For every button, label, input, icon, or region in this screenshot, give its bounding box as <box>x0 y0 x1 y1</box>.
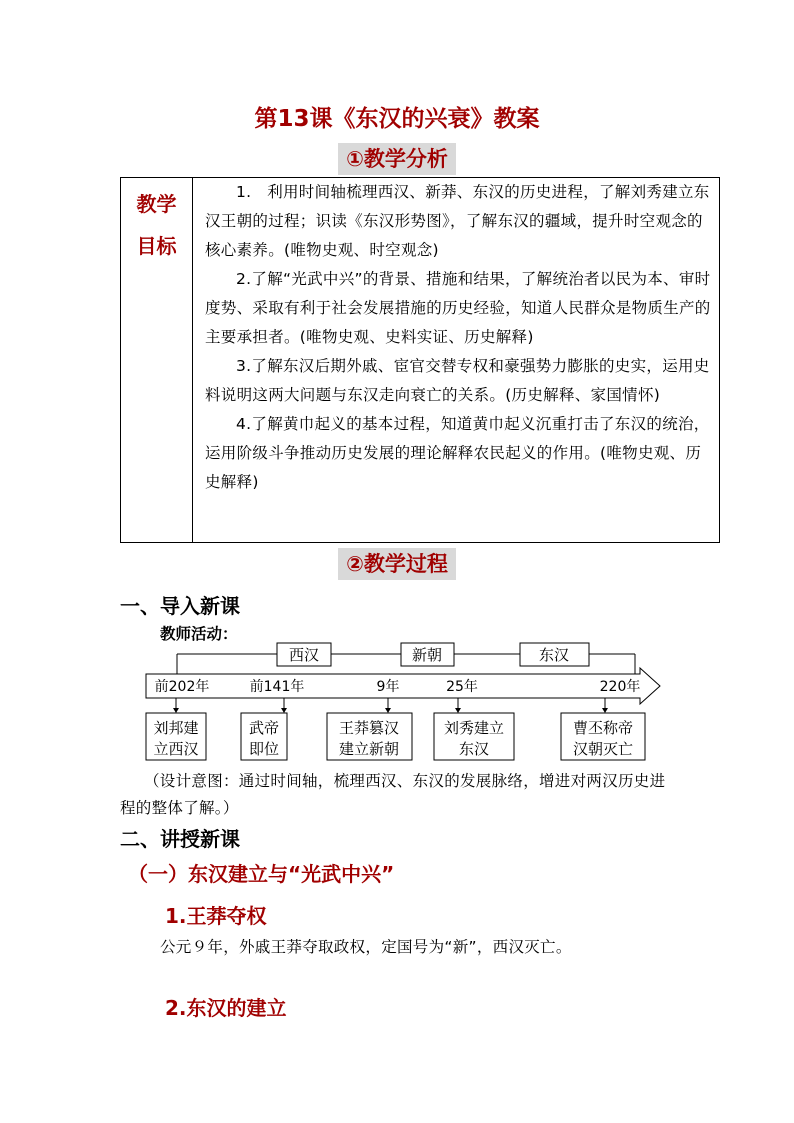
part2-title: 二、讲授新课 <box>120 827 240 851</box>
year-label: 220年 <box>599 679 641 695</box>
year-label: 25年 <box>446 679 478 695</box>
teacher-activity-label: 教师活动： <box>160 625 238 643</box>
event-text: 即位 <box>248 740 280 758</box>
section-heading-process <box>0 548 794 580</box>
objectives-label-line1: 教学 <box>136 192 177 216</box>
objectives-table <box>120 177 720 543</box>
objectives-content <box>205 178 713 497</box>
event-text: 曹丕称帝 <box>572 719 634 737</box>
design-note <box>120 768 680 822</box>
objectives-label-cell <box>121 178 193 542</box>
item1-body <box>120 934 680 961</box>
event-arrowheads <box>173 708 608 713</box>
page-title: 第13课《东汉的兴衰》教案 <box>254 106 540 132</box>
year-label: 前141年 <box>249 679 305 695</box>
timeline-arrow <box>146 668 660 704</box>
timeline-diagram <box>140 640 670 765</box>
event-text: 立西汉 <box>153 740 199 758</box>
section-heading-analysis <box>0 143 794 175</box>
objective-item: 2.了解“光武中兴”的背景、措施和结果，了解统治者以民为本、审时度势、采取有利于社会发展措施的历史经验，知道人民群众是物质生产的主要承担者。(唯物史观、史料实证、历史解释) <box>205 270 711 346</box>
item-title: 2.东汉的建立 <box>165 996 287 1020</box>
objective-item: 3.了解东汉后期外戚、宦官交替专权和豪强势力膨胀的史实，运用史料说明这两大问题与东汉走向衰亡的关系。(历史解释、家国情怀) <box>205 357 710 404</box>
item1-text: 公元９年，外戚王莽夺取政权，定国号为“新”，西汉灭亡。 <box>160 938 572 956</box>
year-label: 前202年 <box>154 679 210 695</box>
event-text: 汉朝灭亡 <box>572 740 634 758</box>
item-title: 1.王莽夺权 <box>165 904 267 928</box>
period-label-eastern-han: 东汉 <box>538 646 570 664</box>
subsection-title: （一）东汉建立与“光武中兴” <box>128 862 395 886</box>
event-text: 刘秀建立 <box>443 719 505 737</box>
objective-item: 1. 利用时间轴梳理西汉、新莽、东汉的历史进程，了解刘秀建立东汉王朝的过程；识读《东汉形势图》，了解东汉的疆域，提升时空观念的核心素养。(唯物史观、时空观念) <box>205 183 710 259</box>
part1-title: 一、导入新课 <box>120 594 240 618</box>
section-heading-analysis-text: ①教学分析 <box>338 143 456 175</box>
event-text: 东汉 <box>458 740 490 758</box>
event-text: 建立新朝 <box>338 740 400 758</box>
objective-item: 4.了解黄巾起义的基本过程，知道黄巾起义沉重打击了东汉的统治，运用阶级斗争推动历史发展的理论解释农民起义的作用。(唯物史观、历史解释) <box>205 415 710 491</box>
period-label-western-han: 西汉 <box>288 646 320 664</box>
event-text: 王莽篡汉 <box>338 719 400 737</box>
event-text: 刘邦建 <box>153 719 199 737</box>
objectives-label-line2: 目标 <box>136 234 177 258</box>
year-label: 9年 <box>376 679 400 695</box>
event-text: 武帝 <box>248 719 280 737</box>
period-label-xin: 新朝 <box>411 646 443 664</box>
design-note-text: （设计意图：通过时间轴，梳理西汉、东汉的发展脉络，增进对两汉历史进程的整体了解。） <box>120 772 666 817</box>
section-heading-process-text: ②教学过程 <box>338 548 456 580</box>
